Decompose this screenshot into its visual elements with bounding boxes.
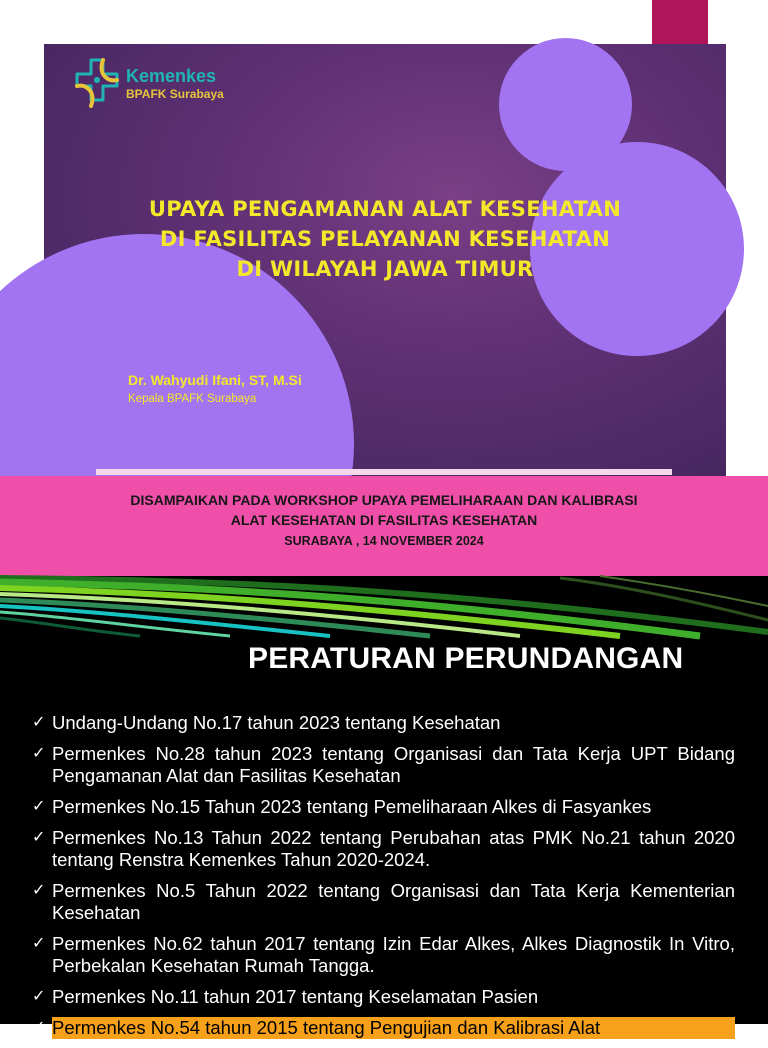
- list-item: [32, 1017, 735, 1039]
- kemenkes-logo: [74, 58, 224, 108]
- cover-title-line: UPAYA PENGAMANAN ALAT KESEHATAN: [148, 197, 622, 221]
- regulation-text: Permenkes No.62 tahun 2017 tentang Izin Edar Alkes, Alkes Diagnostik In Vitro, Perbekalan Kesehatan Rumah Tangga.: [52, 933, 735, 976]
- kemenkes-emblem-icon: [74, 58, 120, 108]
- checkmark-icon: ✓: [32, 935, 46, 952]
- list-item: [32, 712, 735, 734]
- regulation-text: Undang-Undang No.17 tahun 2023 tentang Kesehatan: [52, 712, 501, 733]
- speaker-block: [128, 372, 302, 405]
- checkmark-icon: ✓: [32, 714, 46, 731]
- event-line-2: ALAT KESEHATAN DI FASILITAS KESEHATAN: [230, 512, 538, 528]
- slide-title: PERATURAN PERUNDANGAN: [248, 642, 684, 675]
- regulation-list: [32, 712, 735, 1048]
- checkmark-icon: ✓: [32, 798, 46, 815]
- regulation-text: Permenkes No.5 Tahun 2022 tentang Organisasi dan Tata Kerja Kementerian Kesehatan: [52, 880, 735, 923]
- checkmark-icon: ✓: [32, 745, 46, 762]
- cover-title-line: DI FASILITAS PELAYANAN KESEHATAN: [159, 227, 611, 251]
- list-item: [32, 986, 735, 1008]
- list-item: [32, 796, 735, 818]
- list-item: [32, 880, 735, 924]
- cover-title: [44, 194, 726, 284]
- event-line-1: DISAMPAIKAN PADA WORKSHOP UPAYA PEMELIHARAAN DAN KALIBRASI: [130, 492, 638, 508]
- list-item: [32, 933, 735, 977]
- cover-title-line: DI WILAYAH JAWA TIMUR: [236, 257, 534, 281]
- logo-name: Kemenkes: [126, 65, 217, 86]
- checkmark-icon: ✓: [32, 988, 46, 1005]
- list-item: [32, 827, 735, 871]
- green-swoosh-decoration: [0, 576, 768, 636]
- logo-subtitle: BPAFK Surabaya: [126, 86, 224, 101]
- regulation-text: Permenkes No.11 tahun 2017 tentang Keselamatan Pasien: [52, 986, 539, 1007]
- regulation-text-highlighted: Permenkes No.54 tahun 2015 tentang Pengujian dan Kalibrasi Alat: [52, 1017, 735, 1039]
- checkmark-icon: ✓: [32, 882, 46, 899]
- regulations-slide: [0, 576, 768, 1038]
- checkmark-icon: ✓: [32, 1019, 46, 1036]
- event-band: [0, 476, 768, 576]
- regulation-text: Permenkes No.15 Tahun 2023 tentang Pemeliharaan Alkes di Fasyankes: [52, 796, 652, 817]
- regulation-text: Permenkes No.13 Tahun 2022 tentang Perubahan atas PMK No.21 tahun 2020 tentang Renstra Kemenkes Tahun 2020-2024.: [52, 827, 735, 870]
- cover-panel: [44, 44, 726, 476]
- list-item: [32, 743, 735, 787]
- regulation-text: Permenkes No.28 tahun 2023 tentang Organisasi dan Tata Kerja UPT Bidang Pengamanan Alat dan Fasilitas Kesehatan: [52, 743, 735, 786]
- checkmark-icon: ✓: [32, 829, 46, 846]
- speaker-name: Dr. Wahyudi Ifani, ST, M.Si: [128, 372, 302, 388]
- speaker-role: Kepala BPAFK Surabaya: [128, 393, 257, 405]
- band-divider: [96, 469, 672, 475]
- event-date: SURABAYA , 14 NOVEMBER 2024: [284, 534, 484, 548]
